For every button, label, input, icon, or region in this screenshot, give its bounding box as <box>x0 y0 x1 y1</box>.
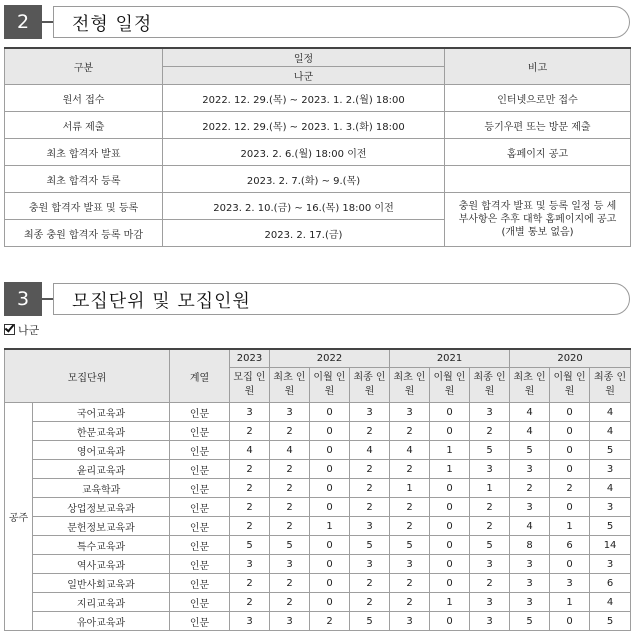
count-cell: 4 <box>390 441 430 460</box>
count-cell: 1 <box>550 517 590 536</box>
count-cell: 3 <box>470 403 510 422</box>
count-cell: 4 <box>590 403 631 422</box>
count-cell: 3 <box>590 460 631 479</box>
table-row <box>5 193 631 220</box>
track-cell: 인문 <box>170 536 230 555</box>
row-date: 2023. 2. 17.(금) <box>163 220 445 247</box>
table-row <box>5 460 631 479</box>
count-cell: 3 <box>470 555 510 574</box>
count-cell: 2 <box>230 479 270 498</box>
row-label: 서류 제출 <box>5 112 163 139</box>
count-cell: 0 <box>310 574 350 593</box>
header-sub: 최초 인원 <box>390 368 430 403</box>
schedule-table <box>4 47 631 247</box>
table-row <box>5 441 631 460</box>
count-cell: 4 <box>510 403 550 422</box>
count-cell: 2 <box>310 612 350 631</box>
table-row <box>5 166 631 193</box>
count-cell: 2 <box>470 517 510 536</box>
count-cell: 3 <box>510 593 550 612</box>
header-track: 계열 <box>170 349 230 403</box>
header-sub: 최초 인원 <box>510 368 550 403</box>
count-cell: 5 <box>270 536 310 555</box>
count-cell: 2 <box>270 498 310 517</box>
count-cell: 0 <box>550 441 590 460</box>
section-title-box <box>53 283 630 315</box>
row-label: 원서 접수 <box>5 85 163 112</box>
count-cell: 4 <box>350 441 390 460</box>
campus-cell: 공주 <box>5 403 33 631</box>
count-cell: 0 <box>310 498 350 517</box>
table-row <box>5 517 631 536</box>
table-row <box>5 403 631 422</box>
dept-name: 한문교육과 <box>33 422 170 441</box>
count-cell: 2 <box>230 593 270 612</box>
track-cell: 인문 <box>170 479 230 498</box>
count-cell: 3 <box>230 555 270 574</box>
row-label: 최초 합격자 등록 <box>5 166 163 193</box>
count-cell: 0 <box>310 536 350 555</box>
group-checkbox[interactable] <box>4 322 39 338</box>
count-cell: 0 <box>430 517 470 536</box>
count-cell: 2 <box>350 460 390 479</box>
table-row <box>5 574 631 593</box>
table-row <box>5 555 631 574</box>
count-cell: 2 <box>550 479 590 498</box>
count-cell: 6 <box>550 536 590 555</box>
count-cell: 0 <box>550 555 590 574</box>
count-cell: 5 <box>590 441 631 460</box>
count-cell: 2 <box>390 498 430 517</box>
count-cell: 1 <box>390 479 430 498</box>
header-year: 2022 <box>270 349 390 368</box>
section-3-header <box>4 282 630 316</box>
header-sub: 최종 인원 <box>590 368 631 403</box>
dept-name: 일반사회교육과 <box>33 574 170 593</box>
count-cell: 0 <box>430 612 470 631</box>
row-label: 최초 합격자 발표 <box>5 139 163 166</box>
table-row <box>5 139 631 166</box>
row-note: 등기우편 또는 방문 제출 <box>445 112 631 139</box>
count-cell: 2 <box>270 479 310 498</box>
count-cell: 0 <box>550 403 590 422</box>
section-2-header <box>4 5 630 39</box>
row-note <box>445 166 631 193</box>
count-cell: 2 <box>270 422 310 441</box>
count-cell: 3 <box>230 612 270 631</box>
header-sub: 최초 인원 <box>270 368 310 403</box>
count-cell: 2 <box>350 593 390 612</box>
table-row <box>5 479 631 498</box>
count-cell: 0 <box>550 612 590 631</box>
count-cell: 2 <box>510 479 550 498</box>
section-number: 3 <box>4 282 42 316</box>
count-cell: 2 <box>390 422 430 441</box>
count-cell: 1 <box>430 460 470 479</box>
count-cell: 3 <box>590 498 631 517</box>
dept-name: 교육학과 <box>33 479 170 498</box>
count-cell: 2 <box>230 517 270 536</box>
count-cell: 0 <box>310 460 350 479</box>
dept-name: 유아교육과 <box>33 612 170 631</box>
table-row <box>5 536 631 555</box>
header-sub: 이월 인원 <box>550 368 590 403</box>
count-cell: 3 <box>270 403 310 422</box>
count-cell: 3 <box>510 555 550 574</box>
count-cell: 0 <box>430 574 470 593</box>
count-cell: 2 <box>270 574 310 593</box>
count-cell: 4 <box>590 422 631 441</box>
table-row <box>5 593 631 612</box>
count-cell: 2 <box>350 422 390 441</box>
count-cell: 0 <box>310 479 350 498</box>
count-cell: 4 <box>270 441 310 460</box>
checkbox-label: 나군 <box>18 324 40 337</box>
count-cell: 5 <box>590 517 631 536</box>
count-cell: 3 <box>390 612 430 631</box>
header-group: 나군 <box>163 67 445 85</box>
row-label: 충원 합격자 발표 및 등록 <box>5 193 163 220</box>
section-title: 전형 일정 <box>72 14 153 35</box>
count-cell: 0 <box>310 593 350 612</box>
dept-name: 문헌정보교육과 <box>33 517 170 536</box>
header-unit: 모집단위 <box>5 349 170 403</box>
count-cell: 0 <box>430 536 470 555</box>
dept-name: 국어교육과 <box>33 403 170 422</box>
row-date: 2023. 2. 10.(금) ~ 16.(목) 18:00 이전 <box>163 193 445 220</box>
count-cell: 2 <box>350 574 390 593</box>
header-sub: 최종 인원 <box>350 368 390 403</box>
count-cell: 0 <box>430 403 470 422</box>
row-date: 2022. 12. 29.(목) ~ 2023. 1. 3.(화) 18:00 <box>163 112 445 139</box>
count-cell: 0 <box>550 460 590 479</box>
count-cell: 3 <box>510 574 550 593</box>
count-cell: 3 <box>590 555 631 574</box>
track-cell: 인문 <box>170 517 230 536</box>
track-cell: 인문 <box>170 593 230 612</box>
table-row <box>5 85 631 112</box>
count-cell: 1 <box>430 593 470 612</box>
dept-name: 상업정보교육과 <box>33 498 170 517</box>
table-row <box>5 612 631 631</box>
count-cell: 5 <box>350 612 390 631</box>
count-cell: 0 <box>550 422 590 441</box>
checkbox-checked-icon[interactable] <box>4 324 15 335</box>
dept-name: 역사교육과 <box>33 555 170 574</box>
count-cell: 2 <box>390 574 430 593</box>
header-sub: 이월 인원 <box>310 368 350 403</box>
count-cell: 2 <box>270 517 310 536</box>
count-cell: 1 <box>310 517 350 536</box>
row-date: 2022. 12. 29.(목) ~ 2023. 1. 2.(월) 18:00 <box>163 85 445 112</box>
count-cell: 3 <box>470 593 510 612</box>
count-cell: 3 <box>470 612 510 631</box>
count-cell: 2 <box>230 498 270 517</box>
count-cell: 2 <box>350 479 390 498</box>
header-year: 2021 <box>390 349 510 368</box>
count-cell: 2 <box>390 460 430 479</box>
row-note: 충원 합격자 발표 및 등록 일정 등 세부사항은 추후 대학 홈페이지에 공고(개별 통보 없음) <box>445 193 631 247</box>
count-cell: 3 <box>270 612 310 631</box>
dept-name: 지리교육과 <box>33 593 170 612</box>
count-cell: 2 <box>390 517 430 536</box>
track-cell: 인문 <box>170 441 230 460</box>
count-cell: 3 <box>510 460 550 479</box>
count-cell: 2 <box>470 498 510 517</box>
count-cell: 3 <box>230 403 270 422</box>
track-cell: 인문 <box>170 460 230 479</box>
header-category: 구분 <box>5 48 163 85</box>
track-cell: 인문 <box>170 555 230 574</box>
section-title: 모집단위 및 모집인원 <box>72 291 251 312</box>
count-cell: 4 <box>590 593 631 612</box>
count-cell: 2 <box>270 460 310 479</box>
track-cell: 인문 <box>170 403 230 422</box>
dept-name: 윤리교육과 <box>33 460 170 479</box>
dept-name: 특수교육과 <box>33 536 170 555</box>
count-cell: 4 <box>510 422 550 441</box>
dept-name: 영어교육과 <box>33 441 170 460</box>
count-cell: 2 <box>230 460 270 479</box>
count-cell: 14 <box>590 536 631 555</box>
recruitment-table <box>4 348 631 631</box>
row-note: 홈페이지 공고 <box>445 139 631 166</box>
header-sub: 모집 인원 <box>230 368 270 403</box>
count-cell: 3 <box>390 555 430 574</box>
count-cell: 0 <box>310 422 350 441</box>
count-cell: 0 <box>430 498 470 517</box>
count-cell: 0 <box>430 422 470 441</box>
section-title-box <box>53 6 630 38</box>
row-label: 최종 충원 합격자 등록 마감 <box>5 220 163 247</box>
header-year: 2020 <box>510 349 631 368</box>
count-cell: 6 <box>590 574 631 593</box>
count-cell: 3 <box>350 517 390 536</box>
count-cell: 3 <box>550 574 590 593</box>
header-year: 2023 <box>230 349 270 368</box>
count-cell: 3 <box>510 498 550 517</box>
count-cell: 0 <box>550 498 590 517</box>
table-row <box>5 498 631 517</box>
count-cell: 2 <box>470 422 510 441</box>
count-cell: 5 <box>510 441 550 460</box>
count-cell: 0 <box>310 441 350 460</box>
count-cell: 5 <box>470 441 510 460</box>
count-cell: 3 <box>350 403 390 422</box>
count-cell: 0 <box>310 403 350 422</box>
count-cell: 8 <box>510 536 550 555</box>
count-cell: 5 <box>350 536 390 555</box>
count-cell: 3 <box>350 555 390 574</box>
count-cell: 4 <box>590 479 631 498</box>
count-cell: 0 <box>430 479 470 498</box>
count-cell: 1 <box>550 593 590 612</box>
header-notes: 비고 <box>445 48 631 85</box>
count-cell: 5 <box>510 612 550 631</box>
count-cell: 4 <box>510 517 550 536</box>
count-cell: 3 <box>270 555 310 574</box>
count-cell: 5 <box>230 536 270 555</box>
track-cell: 인문 <box>170 498 230 517</box>
count-cell: 2 <box>270 593 310 612</box>
count-cell: 3 <box>390 403 430 422</box>
track-cell: 인문 <box>170 612 230 631</box>
count-cell: 3 <box>470 460 510 479</box>
table-row <box>5 112 631 139</box>
count-cell: 0 <box>310 555 350 574</box>
count-cell: 5 <box>590 612 631 631</box>
track-cell: 인문 <box>170 422 230 441</box>
header-sub: 이월 인원 <box>430 368 470 403</box>
count-cell: 0 <box>430 555 470 574</box>
count-cell: 2 <box>350 498 390 517</box>
count-cell: 5 <box>390 536 430 555</box>
row-note: 인터넷으로만 접수 <box>445 85 631 112</box>
count-cell: 2 <box>390 593 430 612</box>
header-schedule: 일정 <box>163 48 445 67</box>
count-cell: 5 <box>470 536 510 555</box>
count-cell: 1 <box>430 441 470 460</box>
track-cell: 인문 <box>170 574 230 593</box>
row-date: 2023. 2. 6.(월) 18:00 이전 <box>163 139 445 166</box>
count-cell: 1 <box>470 479 510 498</box>
row-date: 2023. 2. 7.(화) ~ 9.(목) <box>163 166 445 193</box>
count-cell: 2 <box>230 574 270 593</box>
count-cell: 2 <box>230 422 270 441</box>
count-cell: 4 <box>230 441 270 460</box>
table-row <box>5 422 631 441</box>
header-sub: 최종 인원 <box>470 368 510 403</box>
count-cell: 2 <box>470 574 510 593</box>
section-number: 2 <box>4 5 42 39</box>
